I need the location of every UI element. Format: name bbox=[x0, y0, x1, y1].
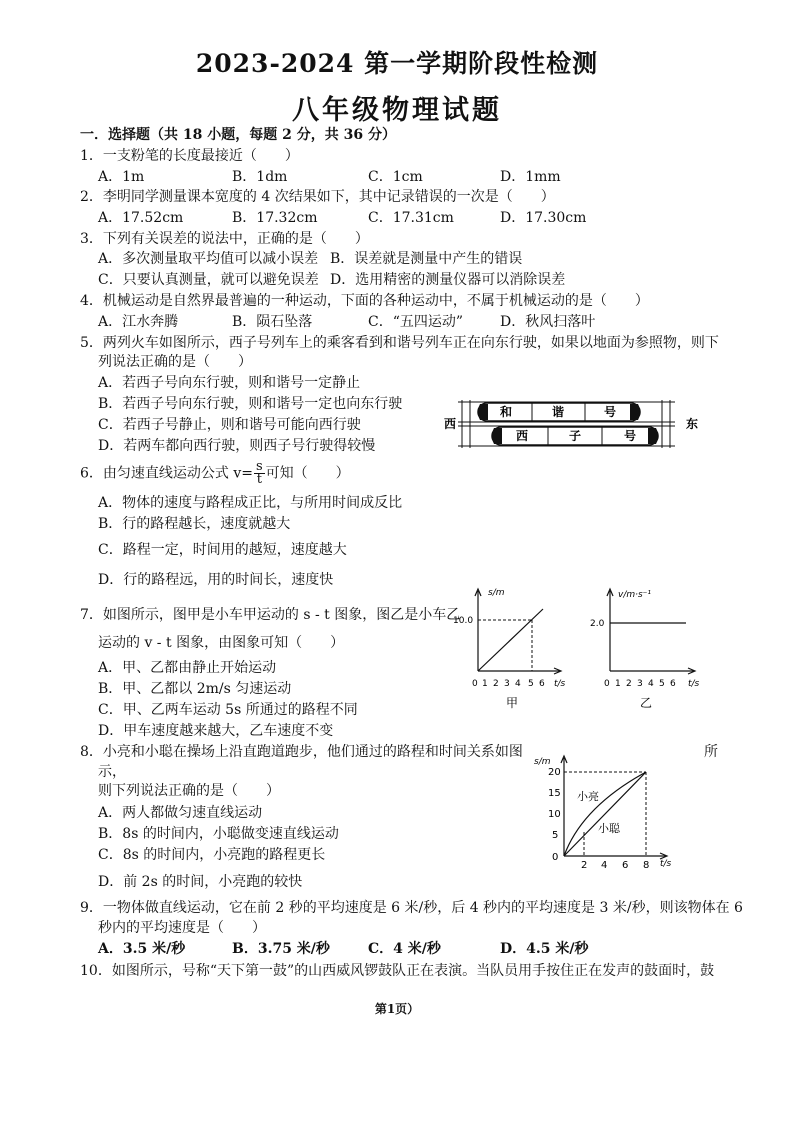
graph-jia-caption: 甲 bbox=[506, 696, 519, 710]
west-label: 西 bbox=[444, 417, 457, 431]
fraction-numerator: s bbox=[256, 459, 263, 474]
question-9-option-a: A．3.5 米/秒 bbox=[98, 941, 186, 957]
graph-yi-tick-3: 3 bbox=[637, 679, 643, 689]
question-5-stem-line2: 列说法正确的是（ ） bbox=[98, 354, 252, 370]
question-2-option-a: A．17.52cm bbox=[98, 210, 184, 226]
question-9-stem-line1: 9．一物体做直线运动，它在前 2 秒的平均速度是 6 米/秒，后 4 秒内的平均速度是 3 米/秒，则该物体在 6 bbox=[80, 900, 743, 916]
top-train-char-1: 和 bbox=[499, 405, 513, 419]
graph-q8-xtick-6: 6 bbox=[622, 860, 629, 871]
graph-q8-ytick-5: 5 bbox=[552, 830, 559, 841]
question-6-option-b: B．行的路程越长，速度就越大 bbox=[98, 516, 291, 532]
graph-yi-tick-2: 2 bbox=[626, 679, 632, 689]
question-5-option-b: B．若西子号向东行驶，则和谐号一定也向东行驶 bbox=[98, 396, 403, 412]
graph-yi-tick-4: 4 bbox=[648, 679, 654, 689]
graph-q8-xtick-4: 4 bbox=[601, 860, 608, 871]
question-3-stem: 3．下列有关误差的说法中，正确的是（ ） bbox=[80, 231, 369, 247]
question-6-option-a: A．物体的速度与路程成正比，与所用时间成反比 bbox=[98, 495, 403, 511]
question-4-option-b: B．陨石坠落 bbox=[232, 314, 313, 330]
graph-jia-tick-1: 1 bbox=[482, 679, 488, 689]
page-footer: 第1页） bbox=[374, 1002, 420, 1016]
question-4-option-a: A．江水奔腾 bbox=[98, 314, 179, 330]
fraction-denominator: t bbox=[256, 472, 262, 487]
question-6-option-d: D．行的路程远，用的时间长，速度快 bbox=[98, 572, 334, 588]
question-7-option-d: D．甲车速度越来越大，乙车速度不变 bbox=[98, 723, 334, 739]
question-1-stem: 1．一支粉笔的长度最接近（ ） bbox=[80, 148, 299, 164]
question-9-stem-line2: 秒内的平均速度是（ ） bbox=[98, 920, 266, 936]
exam-title: 2023-2024 第一学期阶段性检测 bbox=[195, 49, 599, 78]
question-9-option-d: D．4.5 米/秒 bbox=[500, 941, 589, 957]
question-5-stem-line1: 5．两列火车如图所示，西子号列车上的乘客看到和谐号列车正在向东行驶，如果以地面为参照物，则下 bbox=[80, 335, 719, 351]
graph-q8-ylabel: s/m bbox=[534, 757, 551, 767]
graph-jia-tick-4: 4 bbox=[515, 679, 521, 689]
graph-jia bbox=[450, 585, 580, 715]
graph-q8-label-xiaoliang: 小亮 bbox=[577, 790, 599, 803]
question-6-stem-post: 可知（ ） bbox=[265, 465, 350, 482]
question-8-stem-tail: 所 bbox=[704, 744, 718, 760]
exam-subtitle: 八年级物理试题 bbox=[292, 95, 502, 126]
trains-figure bbox=[440, 392, 710, 452]
question-5-option-a: A．若西子号向东行驶，则和谐号一定静止 bbox=[98, 375, 361, 391]
graph-yi-tick-5: 5 bbox=[659, 679, 665, 689]
graph-q8-ytick-15: 15 bbox=[548, 788, 561, 799]
question-8-stem-line3: 则下列说法正确的是（ ） bbox=[98, 783, 280, 799]
question-3-option-d: D．选用精密的测量仪器可以消除误差 bbox=[330, 272, 566, 288]
bottom-train-char-1: 西 bbox=[515, 429, 529, 443]
question-8-option-c: C．8s 的时间内，小亮跑的路程更长 bbox=[98, 847, 326, 863]
graph-jia-tick-5: 5 bbox=[528, 679, 534, 689]
graph-yi-ylabel: v/m·s⁻¹ bbox=[618, 590, 652, 600]
graph-jia-yvalue: 10.0 bbox=[453, 616, 474, 626]
question-2-option-d: D．17.30cm bbox=[500, 210, 587, 226]
question-4-option-c: C．“五四运动” bbox=[368, 314, 464, 330]
graph-yi-yvalue: 2.0 bbox=[590, 619, 605, 629]
graph-q8-label-xiaocong: 小聪 bbox=[598, 822, 620, 835]
question-7-stem-line2: 运动的 v - t 图象，由图象可知（ ） bbox=[98, 635, 345, 651]
graph-q8-xlabel: t/s bbox=[660, 859, 672, 869]
question-8-option-b: B．8s 的时间内，小聪做变速直线运动 bbox=[98, 826, 339, 842]
graph-q8-ytick-10: 10 bbox=[548, 809, 561, 820]
question-7-stem-line1: 7．如图所示，图甲是小车甲运动的 s - t 图象，图乙是小车乙 bbox=[80, 607, 461, 623]
question-8-stem-line1: 8．小亮和小聪在操场上沿直跑道跑步，他们通过的路程和时间关系如图 bbox=[80, 744, 523, 760]
east-label: 东 bbox=[686, 417, 699, 431]
question-6-stem bbox=[80, 461, 350, 486]
graph-yi-tick-6: 6 bbox=[670, 679, 676, 689]
question-4-option-d: D．秋风扫落叶 bbox=[500, 314, 596, 330]
question-9-option-c: C．4 米/秒 bbox=[368, 941, 441, 957]
question-2-option-b: B．17.32cm bbox=[232, 210, 318, 226]
graph-jia-tick-2: 2 bbox=[493, 679, 499, 689]
question-6-stem-pre: 6．由匀速直线运动公式 v= bbox=[80, 465, 253, 482]
question-4-stem: 4．机械运动是自然界最普遍的一种运动，下面的各种运动中，不属于机械运动的是（ ） bbox=[80, 293, 649, 309]
graph-q8 bbox=[532, 752, 682, 872]
question-8-stem-line2: 示， bbox=[98, 764, 126, 780]
question-8-option-a: A．两人都做匀速直线运动 bbox=[98, 805, 263, 821]
question-1-option-a: A．1m bbox=[98, 169, 145, 185]
bottom-train-char-3: 号 bbox=[623, 429, 637, 443]
bottom-train-char-2: 子 bbox=[568, 429, 582, 443]
question-3-option-b: B．误差就是测量中产生的错误 bbox=[330, 251, 523, 267]
graph-q8-xtick-2: 2 bbox=[581, 860, 588, 871]
top-train-char-2: 谐 bbox=[551, 405, 565, 419]
graph-q8-ytick-0: 0 bbox=[552, 852, 559, 863]
graph-jia-xlabel: t/s bbox=[554, 679, 566, 689]
graph-yi-tick-1: 1 bbox=[615, 679, 621, 689]
graph-jia-tick-0: 0 bbox=[472, 679, 478, 689]
graph-yi-caption: 乙 bbox=[640, 696, 653, 710]
question-9-option-b: B．3.75 米/秒 bbox=[232, 941, 330, 957]
question-10-stem: 10．如图所示，号称“天下第一鼓”的山西威风锣鼓队正在表演。当队员用手按住正在发声的鼓面时，鼓 bbox=[80, 963, 715, 979]
question-7-option-a: A．甲、乙都由静止开始运动 bbox=[98, 660, 277, 676]
velocity-fraction bbox=[254, 461, 265, 486]
question-8-option-d: D．前 2s 的时间，小亮跑的较快 bbox=[98, 874, 303, 890]
question-7-option-c: C．甲、乙两车运动 5s 所通过的路程不同 bbox=[98, 702, 358, 718]
question-1-option-b: B．1dm bbox=[232, 169, 288, 185]
top-train-char-3: 号 bbox=[603, 405, 617, 419]
question-7-option-b: B．甲、乙都以 2m/s 匀速运动 bbox=[98, 681, 292, 697]
graph-q8-ytick-20: 20 bbox=[548, 767, 561, 778]
question-5-option-d: D．若两车都向西行驶，则西子号行驶得较慢 bbox=[98, 438, 376, 454]
question-2-stem: 2．李明同学测量课本宽度的 4 次结果如下，其中记录错误的一次是（ ） bbox=[80, 189, 555, 205]
graph-jia-ylabel: s/m bbox=[488, 588, 505, 598]
graph-q8-xtick-8: 8 bbox=[643, 860, 650, 871]
question-3-option-c: C．只要认真测量，就可以避免误差 bbox=[98, 272, 319, 288]
question-3-option-a: A．多次测量取平均值可以减小误差 bbox=[98, 251, 319, 267]
question-5-option-c: C．若西子号静止，则和谐号可能向西行驶 bbox=[98, 417, 361, 433]
graph-yi bbox=[588, 585, 708, 715]
graph-jia-tick-3: 3 bbox=[504, 679, 510, 689]
question-1-option-c: C．1cm bbox=[368, 169, 423, 185]
question-1-option-d: D．1mm bbox=[500, 169, 561, 185]
graph-yi-xlabel: t/s bbox=[688, 679, 700, 689]
graph-jia-tick-6: 6 bbox=[539, 679, 545, 689]
section-heading: 一．选择题（共 18 小题，每题 2 分，共 36 分） bbox=[80, 127, 396, 143]
graph-yi-tick-0: 0 bbox=[604, 679, 610, 689]
question-6-option-c: C．路程一定，时间用的越短，速度越大 bbox=[98, 542, 347, 558]
question-2-option-c: C．17.31cm bbox=[368, 210, 454, 226]
